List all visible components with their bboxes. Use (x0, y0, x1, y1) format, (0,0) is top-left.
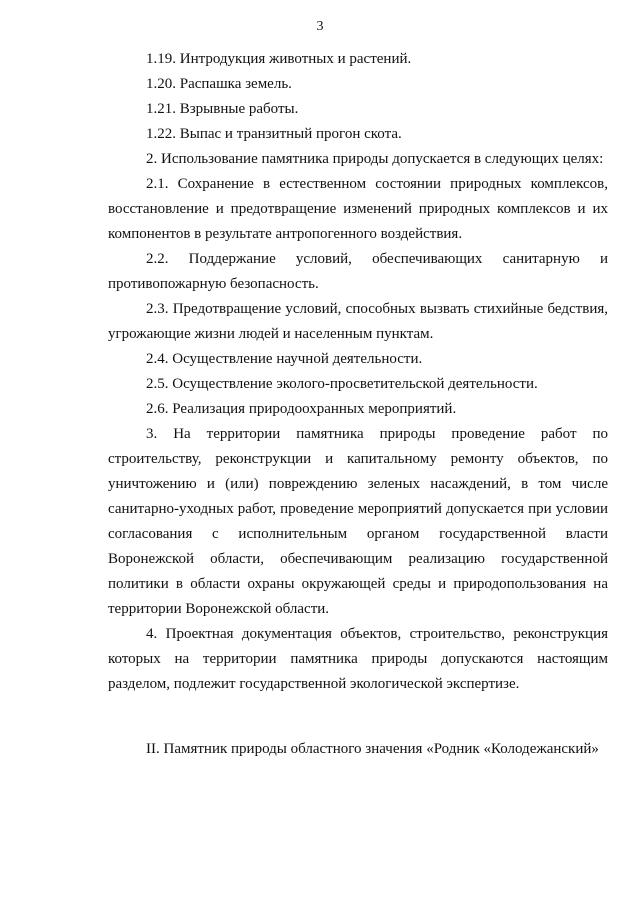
paragraph-4: 4. Проектная документация объектов, строительство, реконструкция которых на территории памятника природы допускаются настоящим разделом, подлежит государственной экологической экспертизе. (108, 626, 608, 692)
paragraph-1-20: 1.20. Распашка земель. (146, 76, 292, 92)
paragraph-2-2: 2.2. Поддержание условий, обеспечивающих санитарную и противопожарную безопасность. (108, 251, 608, 292)
paragraph-2-3: 2.3. Предотвращение условий, способных вызвать стихийные бедствия, угрожающие жизни людей и населенным пунктам. (108, 301, 608, 342)
section-heading: II. Памятник природы областного значения «Родник «Колодежанский» (146, 741, 599, 757)
paragraph-2-5: 2.5. Осуществление эколого-просветительской деятельности. (146, 376, 538, 392)
paragraph-1-21: 1.21. Взрывные работы. (146, 101, 299, 117)
paragraph-2-4: 2.4. Осуществление научной деятельности. (146, 351, 423, 367)
paragraph-2-6: 2.6. Реализация природоохранных мероприятий. (146, 401, 457, 417)
document-body (108, 47, 608, 697)
paragraph-1-22: 1.22. Выпас и транзитный прогон скота. (146, 126, 402, 142)
page-number: 3 (316, 19, 324, 34)
paragraph-3: 3. На территории памятника природы проведение работ по строительству, реконструкции и капитальному ремонту объектов, по уничтожению и (или) повреждению зеленых насаждений, в том числе санитарно-уходных работ, проведение мероприятий допускается при условии согласования с исполнительным органом государственной власти Воронежской области, обеспечивающим реализацию государственной политики в области охраны окружающей среды и природопользования на территории Воронежской области. (108, 426, 608, 617)
paragraph-1-19: 1.19. Интродукция животных и растений. (146, 51, 412, 67)
paragraph-2-1: 2.1. Сохранение в естественном состоянии природных комплексов, восстановление и предотвращение изменений природных комплексов и их компонентов в результате антропогенного воздействия. (108, 176, 608, 242)
paragraph-2: 2. Использование памятника природы допускается в следующих целях: (146, 151, 604, 167)
